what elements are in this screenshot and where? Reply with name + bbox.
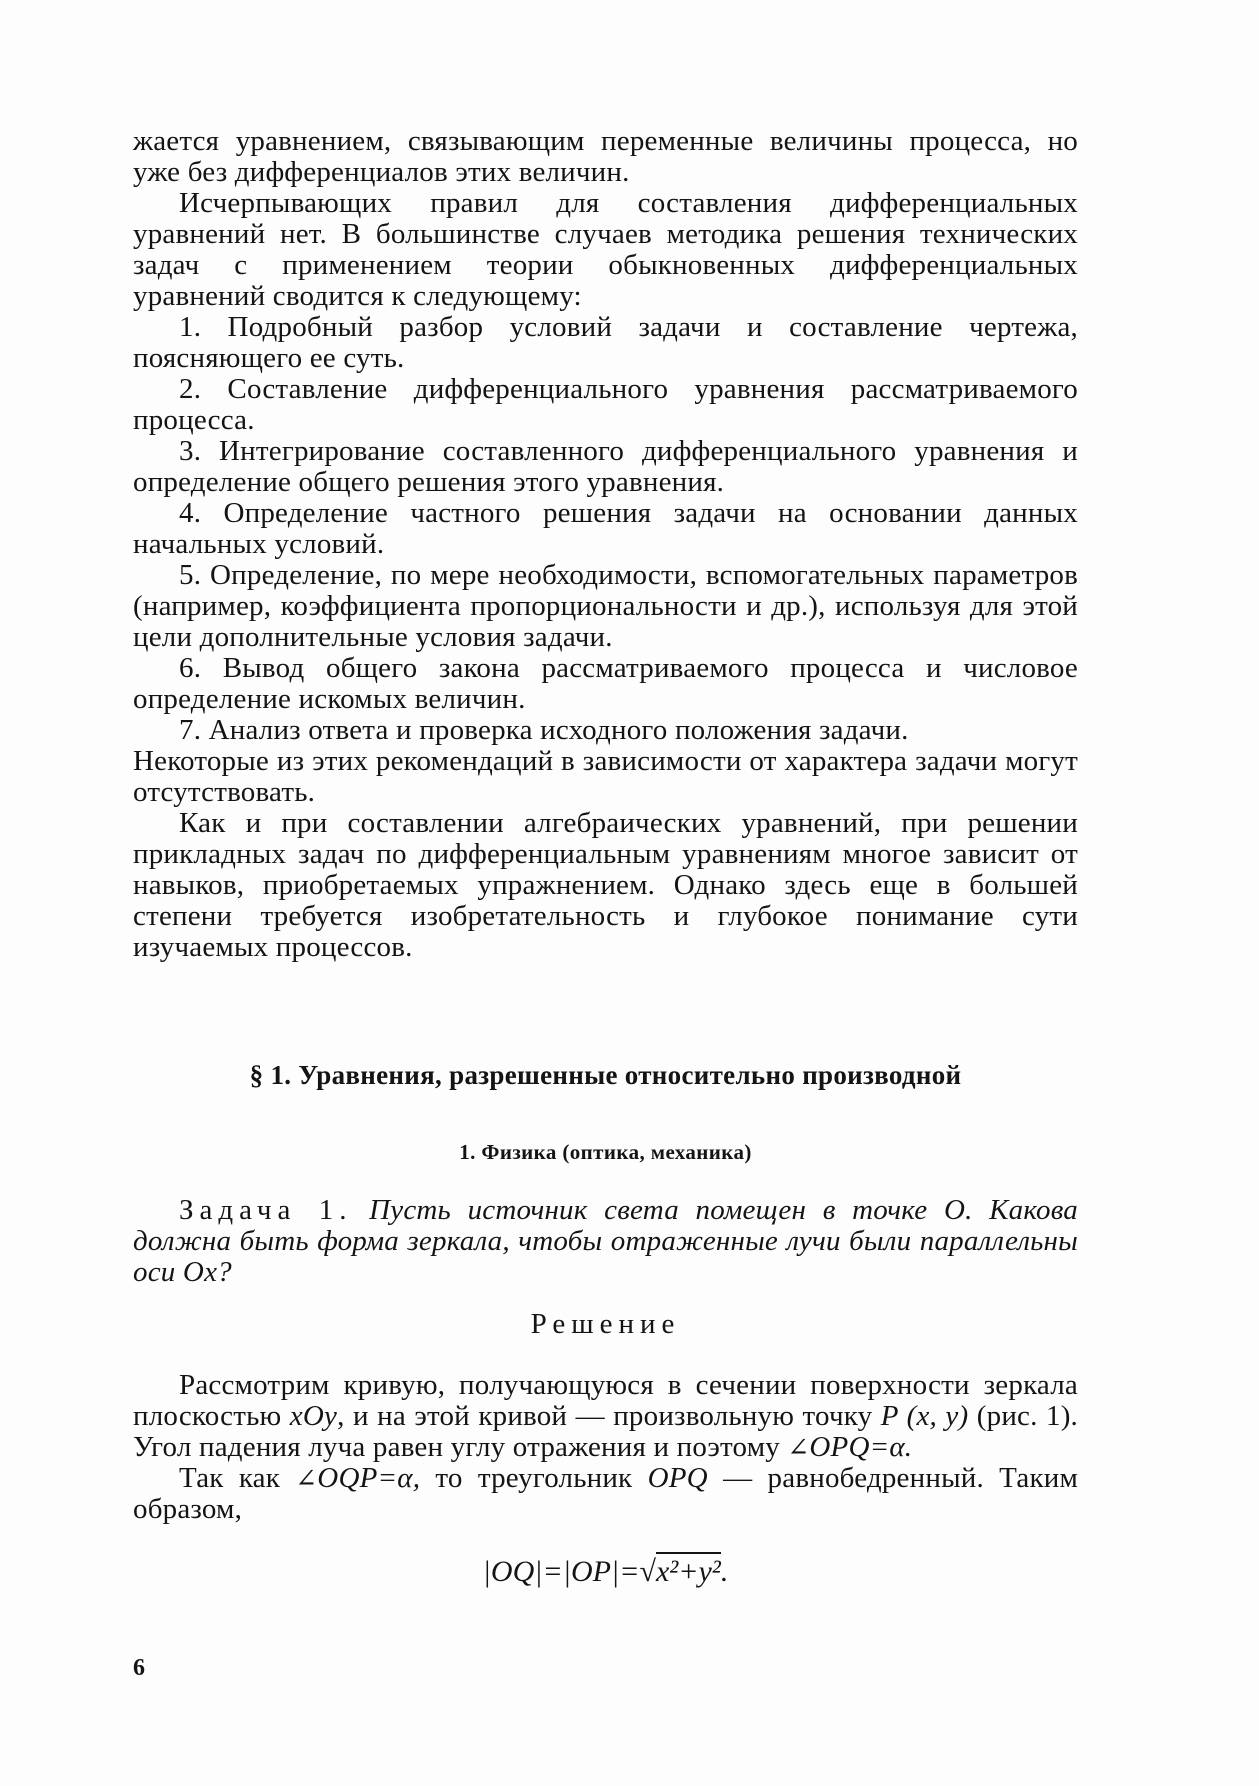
formula-left: |OQ|=|OP|= [482, 1555, 640, 1588]
sqrt-icon: √ [639, 1555, 656, 1588]
solution-text-b: , и на этой кривой — произвольную точку [337, 1400, 873, 1432]
intro-paragraph-4: Как и при составлении алгебраических уравнений, при решении прикладных задач по дифференциальным уравнениям многое зависит от навыков, приобретаемых упражнением. Однако здесь еще в большей степени требуется изобретательность и глубокое понимание сути изучаемых процессов. [133, 807, 1078, 963]
angle-opq: OPQ=α. [809, 1431, 913, 1463]
intro-text [133, 126, 1078, 963]
step-5: 5. Определение, по мере необходимости, вспомогательных параметров (например, коэффициента пропорциональности и др.), используя для этой цели дополнительные условия задачи. [133, 559, 1078, 653]
step-6: 6. Вывод общего закона рассматриваемого процесса и числовое определение искомых величин. [133, 652, 1078, 715]
solution-text-d: Так как [179, 1462, 281, 1494]
solution-text-f: — равнобедренный. Таким образом, [133, 1462, 1079, 1525]
solution-paragraph-2 [133, 1463, 1078, 1525]
solution-text-e: то треугольник [435, 1462, 633, 1494]
page-number: 6 [133, 1655, 145, 1681]
step-3: 3. Интегрирование составленного дифференциального уравнения и определение общего решения этого уравнения. [133, 435, 1078, 498]
angle-icon: ∠ [787, 1433, 810, 1462]
intro-paragraph-3: Некоторые из этих рекомендаций в зависимости от характера задачи могут отсутствовать. [133, 745, 1078, 808]
solution-text-a: Рассмотрим кривую, получающуюся в сечении поверхности зеркала плоскостью [133, 1369, 1078, 1432]
step-2: 2. Составление дифференциального уравнения рассматриваемого процесса. [133, 373, 1078, 436]
plane-symbol: xOy [289, 1400, 338, 1432]
point-symbol: P (x, y) [880, 1400, 969, 1432]
problem-statement [133, 1195, 1078, 1288]
step-7: 7. Анализ ответа и проверка исходного положения задачи. [179, 714, 909, 746]
solution-heading: Решение [530, 1308, 681, 1340]
solution-text-c: (рис. 1). Угол падения луча равен углу отражения и поэтому [133, 1400, 1078, 1463]
angle-oqp: OQP=α, [317, 1462, 421, 1494]
problem-paragraph [133, 1195, 1078, 1288]
formula-end: . [720, 1555, 729, 1588]
intro-paragraph-1: жается уравнением, связывающим переменные величины процесса, но уже без дифференциалов этих величин. [133, 125, 1078, 188]
intro-paragraph-2: Исчерпывающих правил для составления дифференциальных уравнений нет. В большинстве случаев методика решения технических задач с применением теории обыкновенных дифференциальных уравнений сводится к следующему: [133, 187, 1078, 312]
triangle-symbol: OPQ [647, 1462, 708, 1494]
subsection-heading: 1. Физика (оптика, механика) [459, 1140, 752, 1164]
problem-label: Задача 1. [179, 1194, 353, 1226]
distance-formula [133, 1555, 1078, 1589]
angle-icon: ∠ [295, 1464, 318, 1493]
problem-text: Пусть источник света помещен в точке O. Какова должна быть форма зеркала, чтобы отраженные лучи были параллельны оси Ox? [133, 1194, 1078, 1288]
solution-paragraph-1 [133, 1370, 1078, 1463]
section-heading: § 1. Уравнения, разрешенные относительно производной [249, 1060, 962, 1090]
formula-radicand: x²+y² [656, 1552, 721, 1588]
step-4: 4. Определение частного решения задачи на основании данных начальных условий. [133, 497, 1078, 560]
solution-text [133, 1370, 1078, 1525]
step-1: 1. Подробный разбор условий задачи и составление чертежа, поясняющего ее суть. [133, 311, 1078, 374]
